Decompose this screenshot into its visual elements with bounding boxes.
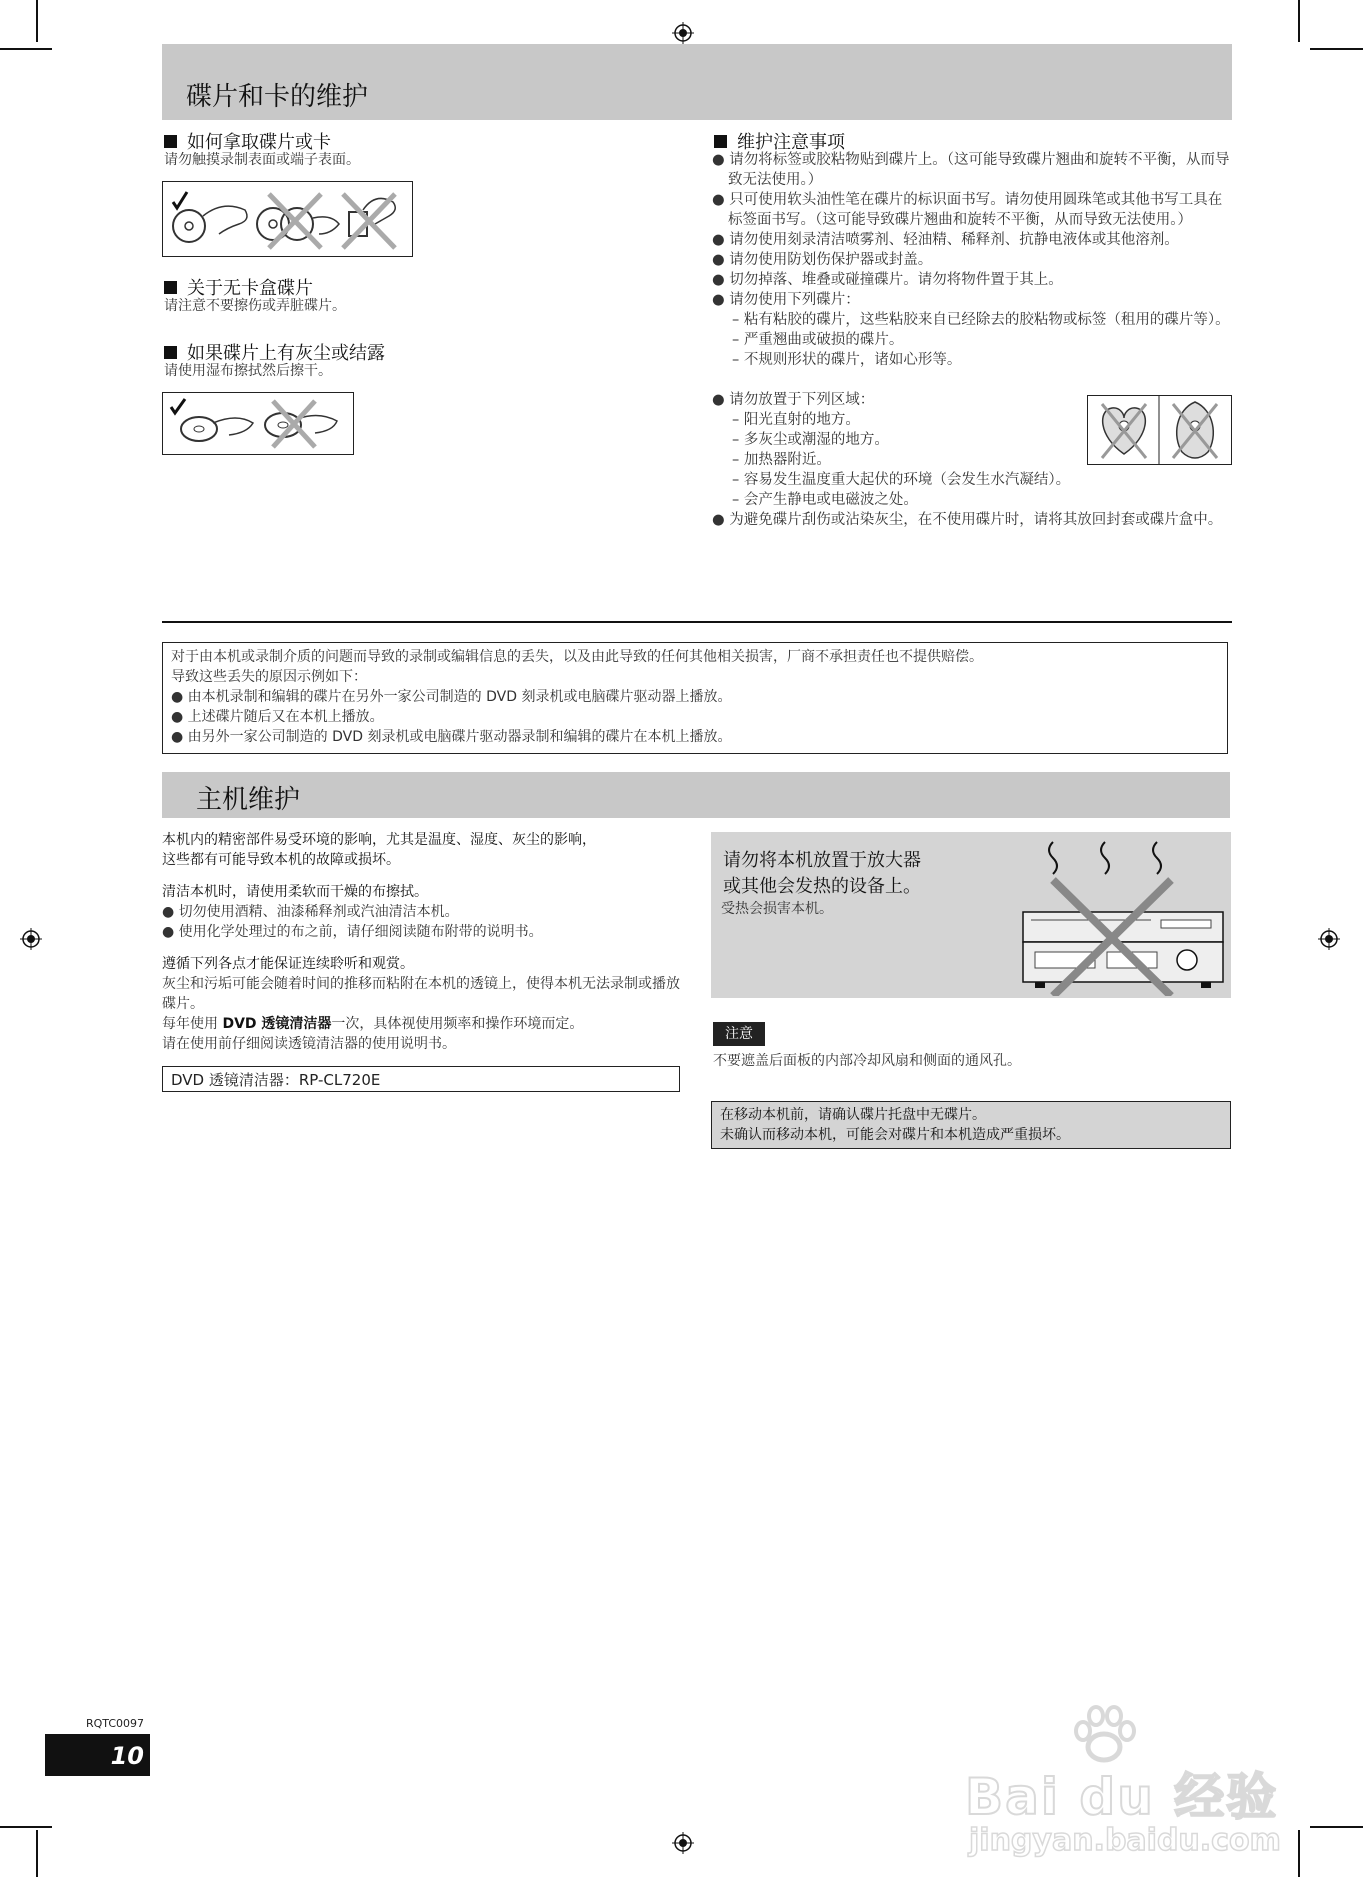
intro-text: 本机内的精密部件易受环境的影响，尤其是温度、湿度、灰尘的影响， bbox=[162, 832, 596, 848]
paw-logo-icon bbox=[1069, 1705, 1139, 1765]
section-header-unit-care bbox=[162, 772, 1230, 818]
list-item: ● 上述碟片随后又在本机上播放。 bbox=[171, 709, 384, 725]
list-item: ● 为避免碟片刮伤或沾染灰尘，在不使用碟片时，请将其放回封套或碟片盒中。 bbox=[712, 512, 1223, 528]
disclaimer-text: 导致这些丢失的原因示例如下： bbox=[171, 669, 367, 685]
check-icon bbox=[171, 399, 185, 413]
list-item: ● 由本机录制和编辑的碟片在另外一家公司制造的 DVD 刻录机或电脑碟片驱动器上播放。 bbox=[171, 689, 732, 705]
list-item: ● 切勿使用酒精、油漆稀释剂或汽油清洁本机。 bbox=[162, 904, 459, 920]
crop-mark bbox=[0, 1826, 52, 1828]
square-bullet-icon bbox=[164, 346, 177, 359]
page-number: 10 bbox=[110, 1742, 144, 1770]
cleaning-heading: 清洁本机时，请使用柔软而干燥的布擦拭。 bbox=[162, 884, 428, 900]
lens-text: 灰尘和污垢可能会随着时间的推移而粘附在本机的透镜上，使得本机无法录制或播放碟片。 bbox=[162, 976, 680, 1012]
crop-mark bbox=[1310, 1826, 1363, 1828]
lens-cleaner-box: DVD 透镜清洁器：RP-CL720E bbox=[162, 1066, 680, 1092]
sub-list-item: – 不规则形状的碟片，诸如心形等。 bbox=[732, 352, 962, 368]
subheading-text: 维护注意事项 bbox=[737, 132, 845, 153]
check-icon bbox=[173, 192, 187, 208]
sub-list-item: – 严重翘曲或破损的碟片。 bbox=[732, 332, 904, 348]
disc-icon bbox=[181, 417, 217, 441]
move-warning-line: 未确认而移动本机，可能会对碟片和本机造成严重损坏。 bbox=[720, 1127, 1070, 1143]
heat-wave-icon bbox=[1101, 842, 1109, 874]
unit-care-left-column bbox=[162, 830, 682, 1054]
lens-heading: 遵循下列各点才能保证连续聆听和观赏。 bbox=[162, 956, 414, 972]
intro-text: 这些都有可能导致本机的故障或损坏。 bbox=[162, 852, 400, 868]
crop-mark bbox=[0, 48, 52, 50]
list-item: ● 请勿放置于下列区域： bbox=[712, 392, 875, 408]
disc-icon bbox=[173, 210, 205, 242]
square-bullet-icon bbox=[164, 281, 177, 294]
sub-list-item: – 加热器附近。 bbox=[732, 452, 831, 468]
disclaimer-text: 对于由本机或录制介质的问题而导致的录制或编辑信息的丢失，以及由此导致的任何其他相关损害，厂商不承担责任也不提供赔偿。 bbox=[171, 649, 983, 665]
sub-list-item: – 会产生静电或电磁波之处。 bbox=[732, 492, 918, 508]
heat-warning-panel bbox=[711, 832, 1231, 998]
sub-list-item: – 容易发生温度重大起伏的环境（会发生水汽凝结）。 bbox=[732, 472, 1071, 488]
lens-text: 请在使用前仔细阅读透镜清洁器的使用说明书。 bbox=[162, 1036, 456, 1052]
handling-text: 请勿触摸录制表面或端子表面。 bbox=[164, 152, 360, 168]
subheading-text: 如果碟片上有灰尘或结露 bbox=[187, 343, 385, 364]
disc-handling-illustration bbox=[162, 181, 413, 257]
list-item: ● 由另外一家公司制造的 DVD 刻录机或电脑碟片驱动器录制和编辑的碟片在本机上播放。 bbox=[171, 729, 732, 745]
list-item: ● 只可使用软头油性笔在碟片的标识面书写。请勿使用圆珠笔或其他书写工具在标签面书写。（这可能导致碟片翘曲和旋转不平衡，从而导致无法使用。） bbox=[712, 192, 1223, 228]
registration-mark-icon bbox=[672, 22, 694, 44]
watermark bbox=[965, 1705, 1295, 1865]
amplifier-illustration bbox=[1011, 836, 1226, 996]
list-item: ● 请勿使用刻录清洁喷雾剂、轻油精、稀释剂、抗静电液体或其他溶剂。 bbox=[712, 232, 1179, 248]
dust-text: 请使用湿布擦拭然后擦干。 bbox=[164, 363, 332, 379]
heat-warning-line: 或其他会发热的设备上。 bbox=[723, 876, 921, 897]
section-header-disc-care bbox=[162, 44, 1232, 120]
sub-list-item: – 阳光直射的地方。 bbox=[732, 412, 860, 428]
subheading-text: 如何拿取碟片或卡 bbox=[187, 132, 331, 153]
crop-mark bbox=[1298, 0, 1300, 42]
list-item: ● 请勿使用防划伤保护器或封盖。 bbox=[712, 252, 933, 268]
disc-wiping-illustration bbox=[162, 392, 354, 455]
page-number-box bbox=[45, 1734, 150, 1776]
move-warning-line: 在移动本机前，请确认碟片托盘中无碟片。 bbox=[720, 1107, 986, 1123]
sub-list-item: – 粘有粘胶的碟片，这些粘胶来自已经除去的胶粘物或标签（租用的碟片等）。 bbox=[732, 312, 1230, 328]
subheading-text: 关于无卡盒碟片 bbox=[187, 278, 313, 299]
hand-icon bbox=[213, 418, 253, 435]
square-bullet-icon bbox=[714, 135, 727, 148]
crop-mark bbox=[36, 1830, 38, 1877]
caution-label: 注意 bbox=[713, 1022, 765, 1046]
irregular-disc-illustration bbox=[1087, 395, 1232, 465]
heat-warning-line: 请勿将本机放置于放大器 bbox=[723, 850, 921, 871]
crop-mark bbox=[36, 0, 38, 42]
document-code: RQTC0097 bbox=[86, 1717, 145, 1730]
crop-mark bbox=[1310, 48, 1363, 50]
section-title: 碟片和卡的维护 bbox=[186, 82, 369, 112]
registration-mark-icon bbox=[672, 1832, 694, 1854]
list-item: ● 请勿将标签或胶粘物贴到碟片上。（这可能导致碟片翘曲和旋转不平衡，从而导致无法使用。） bbox=[712, 152, 1230, 188]
list-item: ● 切勿掉落、堆叠或碰撞碟片。请勿将物件置于其上。 bbox=[712, 272, 1063, 288]
watermark-brand: Bai du 经验 bbox=[965, 1768, 1279, 1826]
list-item: ● 请勿使用下列碟片： bbox=[712, 292, 860, 308]
no-cartridge-text: 请注意不要擦伤或弄脏碟片。 bbox=[164, 298, 346, 314]
precautions-list bbox=[712, 150, 1230, 530]
disclaimer-box bbox=[162, 642, 1228, 754]
crop-mark bbox=[1298, 1830, 1300, 1877]
lens-text: 每年使用 DVD 透镜清洁器一次，具体视使用频率和操作环境而定。 bbox=[162, 1016, 584, 1032]
heat-wave-icon bbox=[1153, 842, 1161, 874]
square-bullet-icon bbox=[164, 135, 177, 148]
heat-warning-sub: 受热会损害本机。 bbox=[721, 901, 833, 917]
registration-mark-icon bbox=[20, 928, 42, 950]
move-warning-box bbox=[711, 1101, 1231, 1149]
watermark-url: jingyan.baidu.com bbox=[969, 1823, 1281, 1858]
sub-list-item: – 多灰尘或潮湿的地方。 bbox=[732, 432, 889, 448]
section-title: 主机维护 bbox=[196, 785, 301, 815]
heat-wave-icon bbox=[1049, 842, 1057, 874]
caution-text: 不要遮盖后面板的内部冷却风扇和侧面的通风孔。 bbox=[713, 1053, 1021, 1069]
list-item: ● 使用化学处理过的布之前，请仔细阅读随布附带的说明书。 bbox=[162, 924, 543, 940]
hand-icon bbox=[203, 206, 247, 234]
registration-mark-icon bbox=[1318, 928, 1340, 950]
section-divider bbox=[162, 621, 1232, 623]
